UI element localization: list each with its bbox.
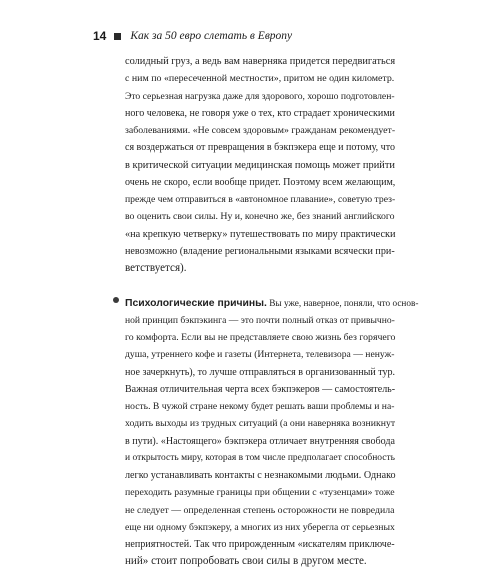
text-line: ходить выходы из трудных ситуаций (а они наверняка возникнут (125, 418, 396, 430)
text-line: с ним по «пересеченной местности», притом не один километр. (125, 73, 395, 85)
text-line: во оценить свои силы. Ну и, конечно же, без знаний английского (125, 211, 395, 223)
book-title: Как за 50 евро слетать в Европу (130, 30, 293, 42)
text-line: прежде чем отправиться в «автономное плавание», советую трез- (125, 194, 396, 205)
paragraph-gap (125, 277, 395, 294)
text-line: ного человека, не говоря уже о тех, кто страдает хроническими (125, 107, 395, 119)
text-line: переходить разумные границы при общении с «тузенцами» тоже (125, 487, 395, 499)
page-number: 14 (93, 29, 107, 43)
text-line: солидный груз, а ведь вам наверняка придется передвигаться (125, 56, 396, 67)
running-header (93, 27, 292, 45)
paragraph-health (125, 53, 395, 277)
text-line: и открытость миру, которая в том числе предполагает способность (125, 452, 395, 463)
text-line: не следует — определенная степень осторожности не повредила (125, 504, 395, 516)
bullet-icon (113, 297, 119, 303)
text-line: очень не скоро, если вообще придет. Поэтому всем желающим, (125, 176, 396, 188)
text-line: еще ни одному бэкпэкеру, а многих из них уберегла от серьезных (125, 521, 395, 533)
text-line: в критической ситуации медицинская помощь может прийти (125, 159, 395, 171)
text-line: неприятностей. Так что прирожденным «искателям приключе- (125, 539, 395, 550)
text-line: ность. В чужой стране некому будет решать ваши проблемы и на- (125, 401, 395, 412)
bullet-heading: Психологические причины. (125, 297, 267, 309)
text-line: ся воздержаться от превращения в бэкпэкера еще и потому, что (125, 142, 395, 154)
text-line-rest: Вы уже, наверное, поняли, что основ- (266, 298, 419, 309)
text-line: «на крепкую четверку» путешествовать по миру практически (125, 228, 396, 240)
text-line: заболеваниями. «Не совсем здоровым» гражданам рекомендует- (125, 125, 396, 136)
text-line (125, 295, 419, 312)
paragraph-psychological (125, 295, 419, 571)
text-line: го комфорта. Если вы не представляете свою жизнь без горячего (125, 332, 396, 343)
text-line: легко устанавливать контакты с незнакомыми людьми. Однако (125, 470, 396, 481)
text-line: ний» стоит попробовать свои силы в другом месте. (125, 555, 367, 568)
text-line: ной принцип бэкпэкинга — это почти полный отказ от привычно- (125, 314, 395, 326)
text-line: в пути). «Настоящего» бэкпэкера отличает внутренняя свобода (125, 435, 395, 447)
text-line: Важная отличительная черта всех бэкпэкеров — самостоятель- (125, 383, 396, 395)
text-line: Это серьезная нагрузка даже для здорового, хорошо подготовлен- (125, 90, 395, 102)
text-line: душа, утреннего кофе и газеты (Интернета, телевизора — ненуж- (125, 349, 395, 361)
body-text (125, 53, 419, 571)
header-square-ornament (114, 33, 121, 40)
text-line: ное зачеркнуть), то лучше отправляться в организованный тур. (125, 366, 396, 378)
text-line: ветствуется). (125, 262, 187, 274)
text-line: невозможно (владение региональными языками всячески при- (125, 245, 395, 257)
